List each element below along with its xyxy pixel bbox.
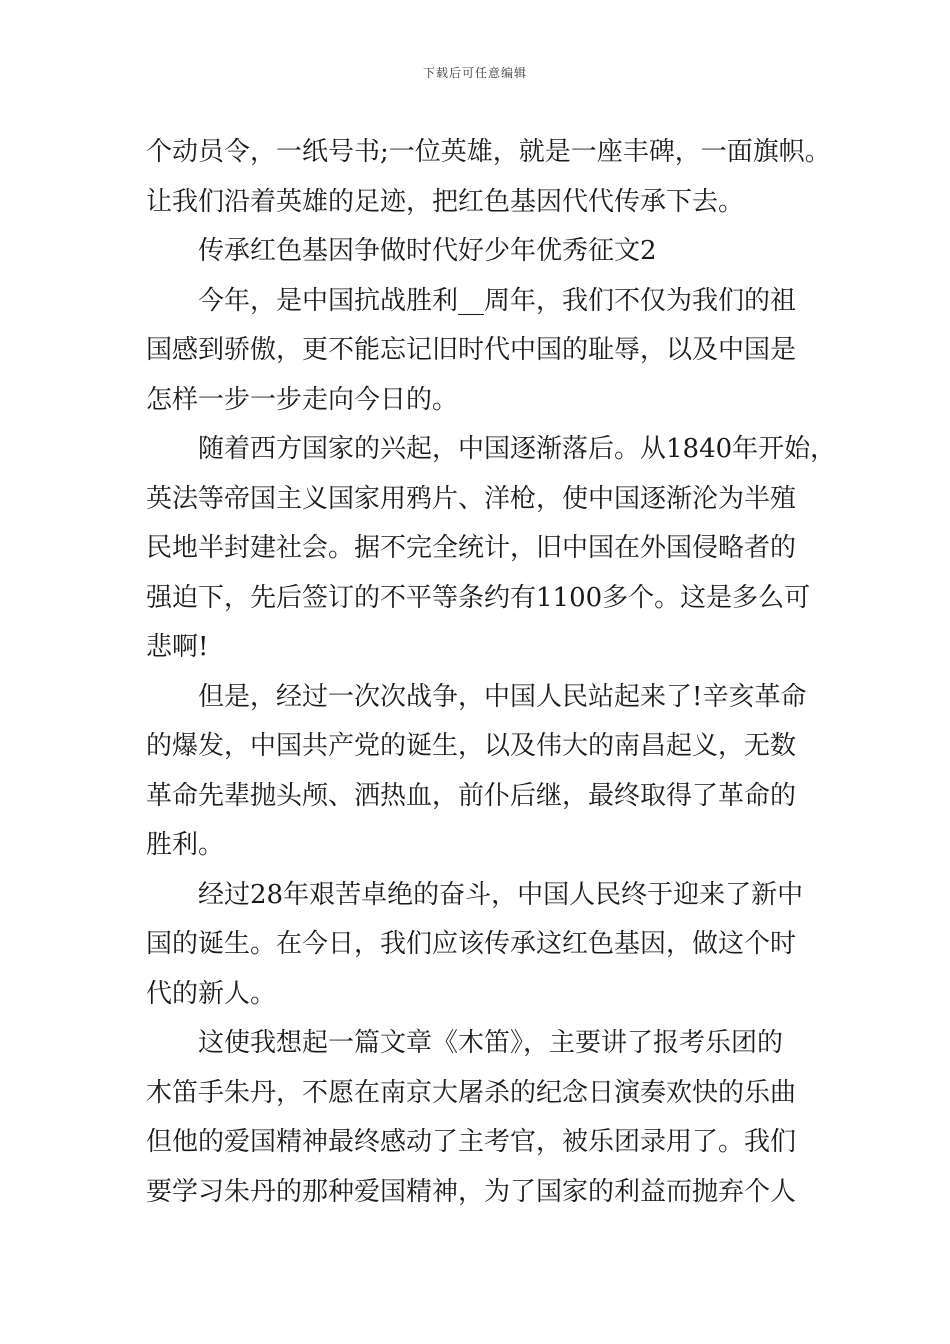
text-line: 的爆发，中国共产党的诞生，以及伟大的南昌起义，无数 — [146, 731, 797, 761]
text-line: 这使我想起一篇文章《木笛》，主要讲了报考乐团的 — [198, 1028, 784, 1058]
text-line: 英法等帝国主义国家用鸦片、洋枪，使中国逐渐沦为半殖 — [146, 483, 797, 514]
text-line: 要学习朱丹的那种爱国精神，为了国家的利益而抛弃个人 — [146, 1176, 797, 1207]
page-header: 下载后可任意编辑 — [422, 66, 527, 80]
text-line: 民地半封建社会。据不完全统计，旧中国在外国侵略者的 — [146, 533, 797, 563]
text-line: 但他的爱国精神最终感动了主考官，被乐团录用了。我们 — [146, 1127, 797, 1157]
text-line: 国感到骄傲，更不能忘记旧时代中国的耻辱，以及中国是 — [146, 335, 797, 365]
text-line: 悲啊! — [146, 632, 209, 662]
text-line: 木笛手朱丹，不愿在南京大屠杀的纪念日演奏欢快的乐曲 — [146, 1077, 797, 1108]
text-line: 随着西方国家的兴起，中国逐渐落后。从1840年开始， — [198, 434, 836, 464]
text-line: 怎样一步一步走向今日的。 — [146, 384, 459, 415]
text-line: 个动员令，一纸号书;一位英雄，就是一座丰碑，一面旗帜。 — [146, 137, 831, 167]
text-line: 但是，经过一次次战争，中国人民站起来了!辛亥革命 — [198, 681, 807, 712]
text-line: 胜利。 — [146, 830, 225, 860]
text-line: 代的新人。 — [146, 978, 277, 1009]
section-title: 传承红色基因争做时代好少年优秀征文2 — [198, 236, 657, 266]
text-line: 让我们沿着英雄的足迹，把红色基因代代传承下去。 — [146, 186, 745, 217]
text-line: 国的诞生。在今日，我们应该传承这红色基因，做这个时 — [146, 929, 797, 959]
document-body — [146, 128, 836, 1217]
text-line: 革命先辈抛头颅、洒热血，前仆后继，最终取得了革命的 — [146, 780, 797, 811]
text-line: 经过28年艰苦卓绝的奋斗，中国人民终于迎来了新中 — [198, 879, 804, 910]
text-line: 强迫下，先后签订的不平等条约有1100多个。这是多么可 — [146, 582, 811, 613]
text-line: 今年，是中国抗战胜利__周年，我们不仅为我们的祖 — [198, 285, 797, 316]
